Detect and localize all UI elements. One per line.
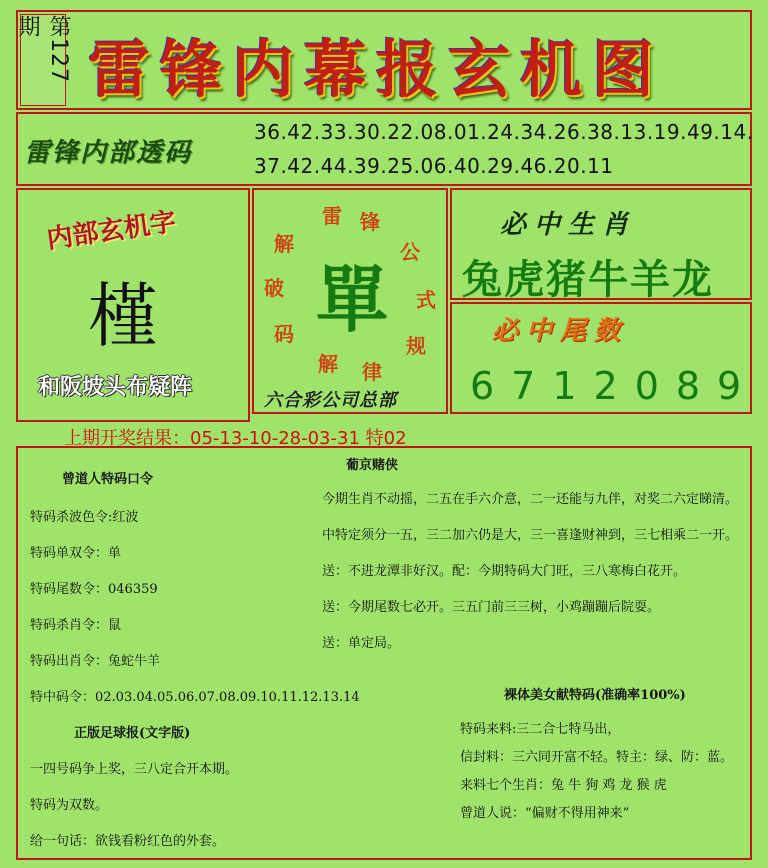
tail-digits-value: 6712089 [470,364,759,408]
hint-poem: 和阪坡头布疑阵 [38,374,193,400]
tips-heading-zeng: 曾道人特码口令 [62,472,154,487]
tip-middle-numbers: 特中码令：02.03.04.05.06.07.08.09.10.11.12.13.14 [30,690,360,705]
zodiac-panel [450,188,752,303]
secret-code-line-2: 37.42.44.39.25.06.40.29.46.20.11 [254,154,614,178]
tip-special-4: 曾道人说：“偏财不得用神来” [460,806,630,821]
last-draw-result: 上期开奖结果：05-13-10-28-03-31 特02 [64,428,407,449]
tips-heading-special: 裸体美女献特码(准确率100%) [504,688,686,703]
ring-char: 公 [400,240,420,264]
page-title: 雷锋内幕报玄机图 [88,33,665,106]
tip-football-line-1: 一四号码争上奖，三八定合开本期。 [30,762,239,777]
hint-character-label: 内部玄机字 [44,207,178,255]
tip-pujing-4: 送：今期尾数七必开。三五门前三三树，小鸡蹦蹦后院耍。 [322,600,661,615]
tip-special-1: 特码来料:三二合七特马出， [460,722,621,737]
tip-kill-zodiac: 特码杀肖令：鼠 [30,618,122,633]
odd-even-character: 單 [316,257,389,342]
tips-text-panel [16,446,752,860]
ring-char: 解 [274,232,294,256]
tip-pujing-5: 送：单定局。 [322,636,401,651]
tail-digits-label: 必中尾数 [492,316,629,346]
tip-kill-color: 特码杀波色令:红波 [30,510,139,525]
tip-odd-even: 特码单双令：单 [30,546,122,561]
tip-pujing-2: 中特定须分一五，三二加六仍是大，三一喜逢财神到，三七相乘二一开。 [322,528,739,543]
hint-character: 槿 [88,275,158,357]
tip-out-zodiac: 特码出肖令：兔蛇牛羊 [30,654,161,669]
secret-code-line-1: 36.42.33.30.22.08.01.24.34.26.38.13.19.49.14. [254,120,754,144]
ring-char: 解 [318,352,338,376]
ring-char: 规 [406,334,426,358]
ring-char: 破 [264,276,284,300]
hint-character-panel [16,188,250,422]
secret-code-row [16,112,752,186]
company-caption: 六合彩公司总部 [264,390,397,411]
tip-football-line-2: 特码为双数。 [30,798,109,813]
zodiac-label: 必中生肖 [500,210,637,240]
odd-even-panel [252,188,448,414]
tips-heading-pujing: 葡京赌侠 [346,458,399,473]
tip-pujing-1: 今期生肖不动摇，二五在手六介意，二一还能与九伴，对奖二六定睇清。 [322,492,739,507]
tail-digits-panel [450,302,759,414]
ring-char: 锋 [360,210,380,234]
ring-char: 雷 [322,204,342,228]
ring-char: 式 [416,288,436,312]
ring-char: 律 [362,360,382,384]
tips-heading-football: 正版足球报(文字版) [74,726,191,741]
secret-code-label: 雷锋内部透码 [24,138,193,168]
tip-tail: 特码尾数令：046359 [30,582,158,597]
issue-number: 第127期 [20,14,66,106]
ring-char: 码 [274,322,294,346]
header-banner [16,10,752,110]
tip-special-3: 来料七个生肖：兔 牛 狗 鸡 龙 猴 虎 [460,778,667,793]
tip-special-2: 信封料：三六同开富不轻。特主：绿、防：蓝。 [460,750,734,765]
tip-pujing-3: 送：不进龙潭非好汉。配：今期特码大门旺，三八寒梅白花开。 [322,564,687,579]
tip-football-line-3: 给一句话：欲钱看粉红色的外套。 [30,834,226,849]
zodiac-value: 兔虎猪牛羊龙 [462,256,714,303]
